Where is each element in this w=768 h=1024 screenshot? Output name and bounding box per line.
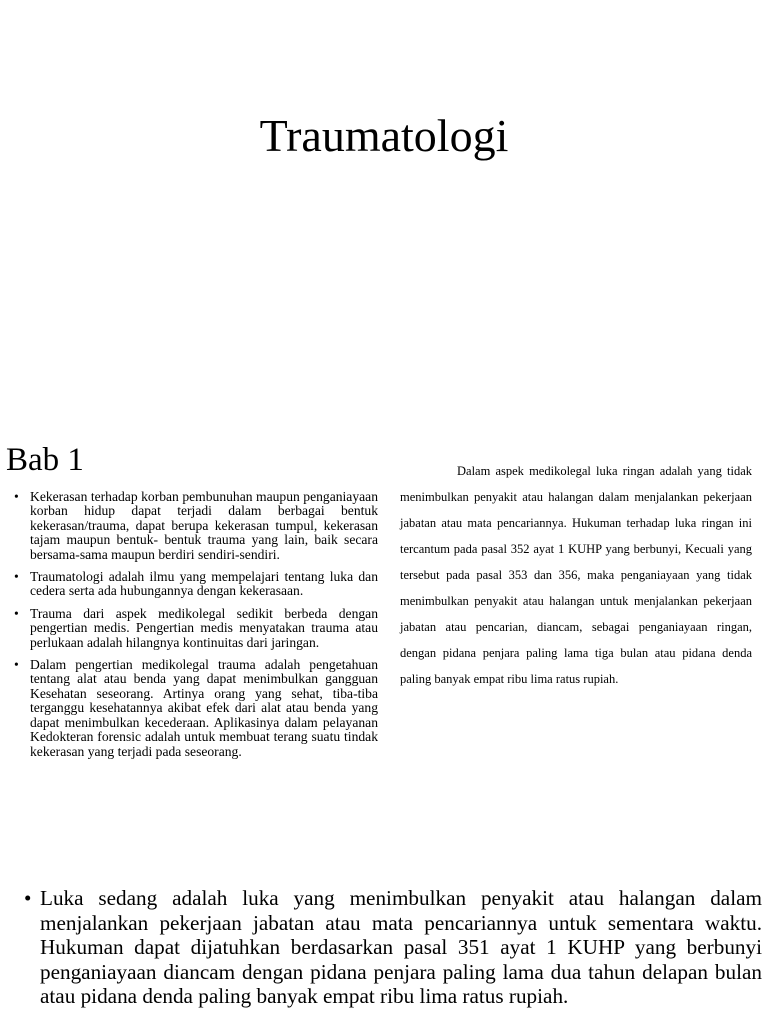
- document-title: Traumatologi: [259, 110, 509, 161]
- bottom-bullet-list: [40, 886, 762, 1009]
- bullet-item-3: • Trauma dari aspek medikolegal sedikit berbeda dengan pengertian medis. Pengertian medis menyatakan trauma atau perlukaan adalah hilangnya kontinuitas dari jaringan.: [30, 607, 378, 650]
- bullet-item-1: • Kekerasan terhadap korban pembunuhan maupun penganiayaan korban hidup dapat terjadi dalam berbagai bentuk kekerasan/trauma, dapat berupa kekerasan tumpul, kekerasan tajam maupun bentuk- bentuk trauma yang lain, baik secara bersama-sama maupun berdiri sendiri-sendiri.: [30, 490, 378, 562]
- section-heading: Bab 1: [6, 442, 84, 478]
- bottom-bullet-item: • Luka sedang adalah luka yang menimbulkan penyakit atau halangan dalam menjalankan pekerjaan jabatan atau mata pencariannya untuk sementara waktu. Hukuman dapat dijatuhkan berdasarkan pasal 351 ayat 1 KUHP yang berbunyi penganiayaan diancam dengan pidana penjara paling lama dua tahun delapan bulan atau pidana denda paling banyak empat ribu lima ratus rupiah.: [40, 886, 762, 1009]
- bullet-item-2: • Traumatologi adalah ilmu yang mempelajari tentang luka dan cedera serta ada hubungannya dengan kekerasaan.: [30, 570, 378, 599]
- right-paragraph: Dalam aspek medikolegal luka ringan adalah yang tidak menimbulkan penyakit atau halangan dalam menjalankan pekerjaan jabatan atau mata pencariannya. Hukuman terhadap luka ringan ini tercantum pada pasal 352 ayat 1 KUHP yang berbunyi, Kecuali yang tersebut pada pasal 353 dan 356, maka penganiayaan yang tidak menimbulkan penyakit atau halangan untuk menjalankan pekerjaan jabatan atau pencarian, diancam, sebagai penganiayaan ringan, dengan pidana penjara paling lama tiga bulan atau pidana denda paling banyak empat ribu lima ratus rupiah.: [400, 464, 752, 686]
- left-bullet-list: [30, 490, 378, 767]
- bullet-item-4: • Dalam pengertian medikolegal trauma adalah pengetahuan tentang alat atau benda yang dapat menimbulkan gangguan Kesehatan seseorang. Artinya orang yang sehat, tiba-tiba terganggu kesehatannya akibat efek dari alat atau benda yang dapat menimbulkan kecederaan. Aplikasinya dalam pelayanan Kedokteran forensic adalah untuk membuat terang suatu tindak kekerasan yang terjadi pada seseorang.: [30, 658, 378, 759]
